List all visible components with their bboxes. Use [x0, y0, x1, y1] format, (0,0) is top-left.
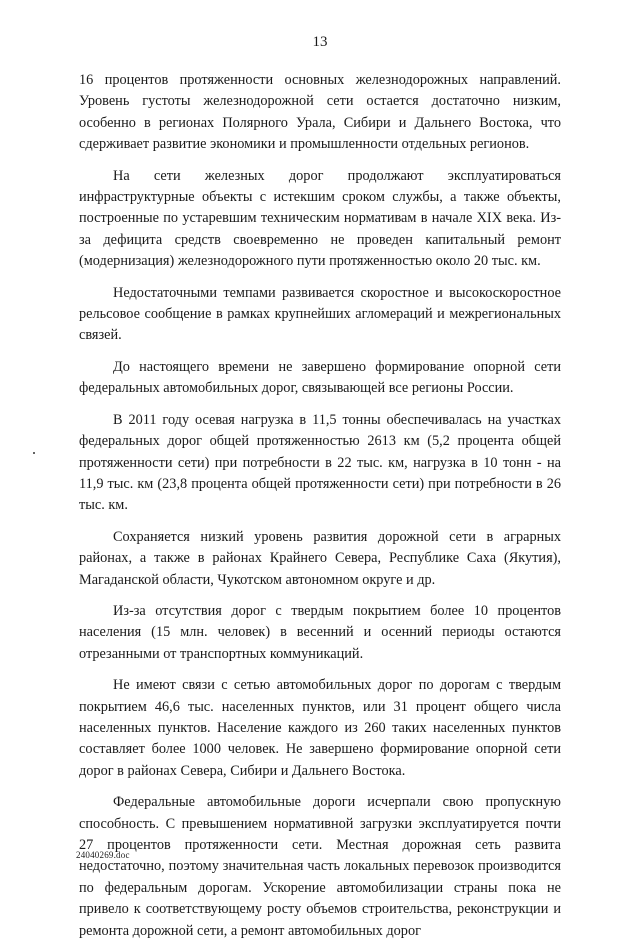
paragraph: Сохраняется низкий уровень развития дорожной сети в аграрных районах, а также в районах Крайнего Севера, Республике Саха (Якутия), Магаданской области, Чукотском автономном округе и др. — [79, 528, 561, 588]
margin-mark — [33, 452, 35, 454]
body-text — [79, 70, 561, 952]
footer-doc-code: 24040269.doc — [76, 850, 130, 860]
paragraph: Из-за отсутствия дорог с твердым покрытием более 10 процентов населения (15 млн. человек) в весенний и осенний периоды остаются отрезанными от транспортных коммуникаций. — [79, 602, 561, 662]
paragraph: Недостаточными темпами развивается скоростное и высокоскоростное рельсовое сообщение в рамках крупнейших агломераций и межрегиональных связей. — [79, 284, 561, 344]
paragraph: Не имеют связи с сетью автомобильных дорог по дорогам с твердым покрытием 46,6 тыс. населенных пунктов, или 31 процент общего числа населенных пунктов. Население каждого из 260 таких населенных пунктов составляет более 1000 человек. Не завершено формирование опорной сети дорог в районах Севера, Сибири и Дальнего Востока. — [79, 677, 561, 779]
paragraph: На сети железных дорог продолжают эксплуатироваться инфраструктурные объекты с истекшим сроком службы, а также объекты, построенные по устаревшим техническим нормативам в начале XIX века. Из-за дефицита средств своевременно не проведен капитальный ремонт (модернизация) железнодорожного пути протяженностью около 20 тыс. км. — [79, 167, 561, 270]
paragraph: До настоящего времени не завершено формирование опорной сети федеральных автомобильных дорог, связывающей все регионы России. — [79, 358, 561, 397]
paragraph: Федеральные автомобильные дороги исчерпали свою пропускную способность. С превышением нормативной загрузки эксплуатируется почти 27 процентов протяженности сети. Местная дорожная сеть развита недостаточно, поэтому значительная часть локальных перевозок производится по федеральным дорогам. Ускорение автомобилизации страны пока не привело к соответствующему росту объемов строительства, реконструкции и ремонта дорожной сети, а ремонт автомобильных дорог — [79, 794, 561, 939]
paragraph: 16 процентов протяженности основных железнодорожных направлений. Уровень густоты железнодорожной сети остается достаточно низким, особенно в регионах Полярного Урала, Сибири и Дальнего Востока, что сдерживает развитие экономики и промышленности отдельных регионов. — [79, 72, 561, 153]
page-number: 13 — [312, 34, 328, 50]
paragraph: В 2011 году осевая нагрузка в 11,5 тонны обеспечивалась на участках федеральных дорог общей протяженностью 2613 км (5,2 процента общей протяженности сети) при потребности в 22 тыс. км, нагрузка в 10 тонн - на 11,9 тыс. км (23,8 процента общей протяженности сети) при потребности в 26 тыс. км. — [79, 411, 561, 514]
